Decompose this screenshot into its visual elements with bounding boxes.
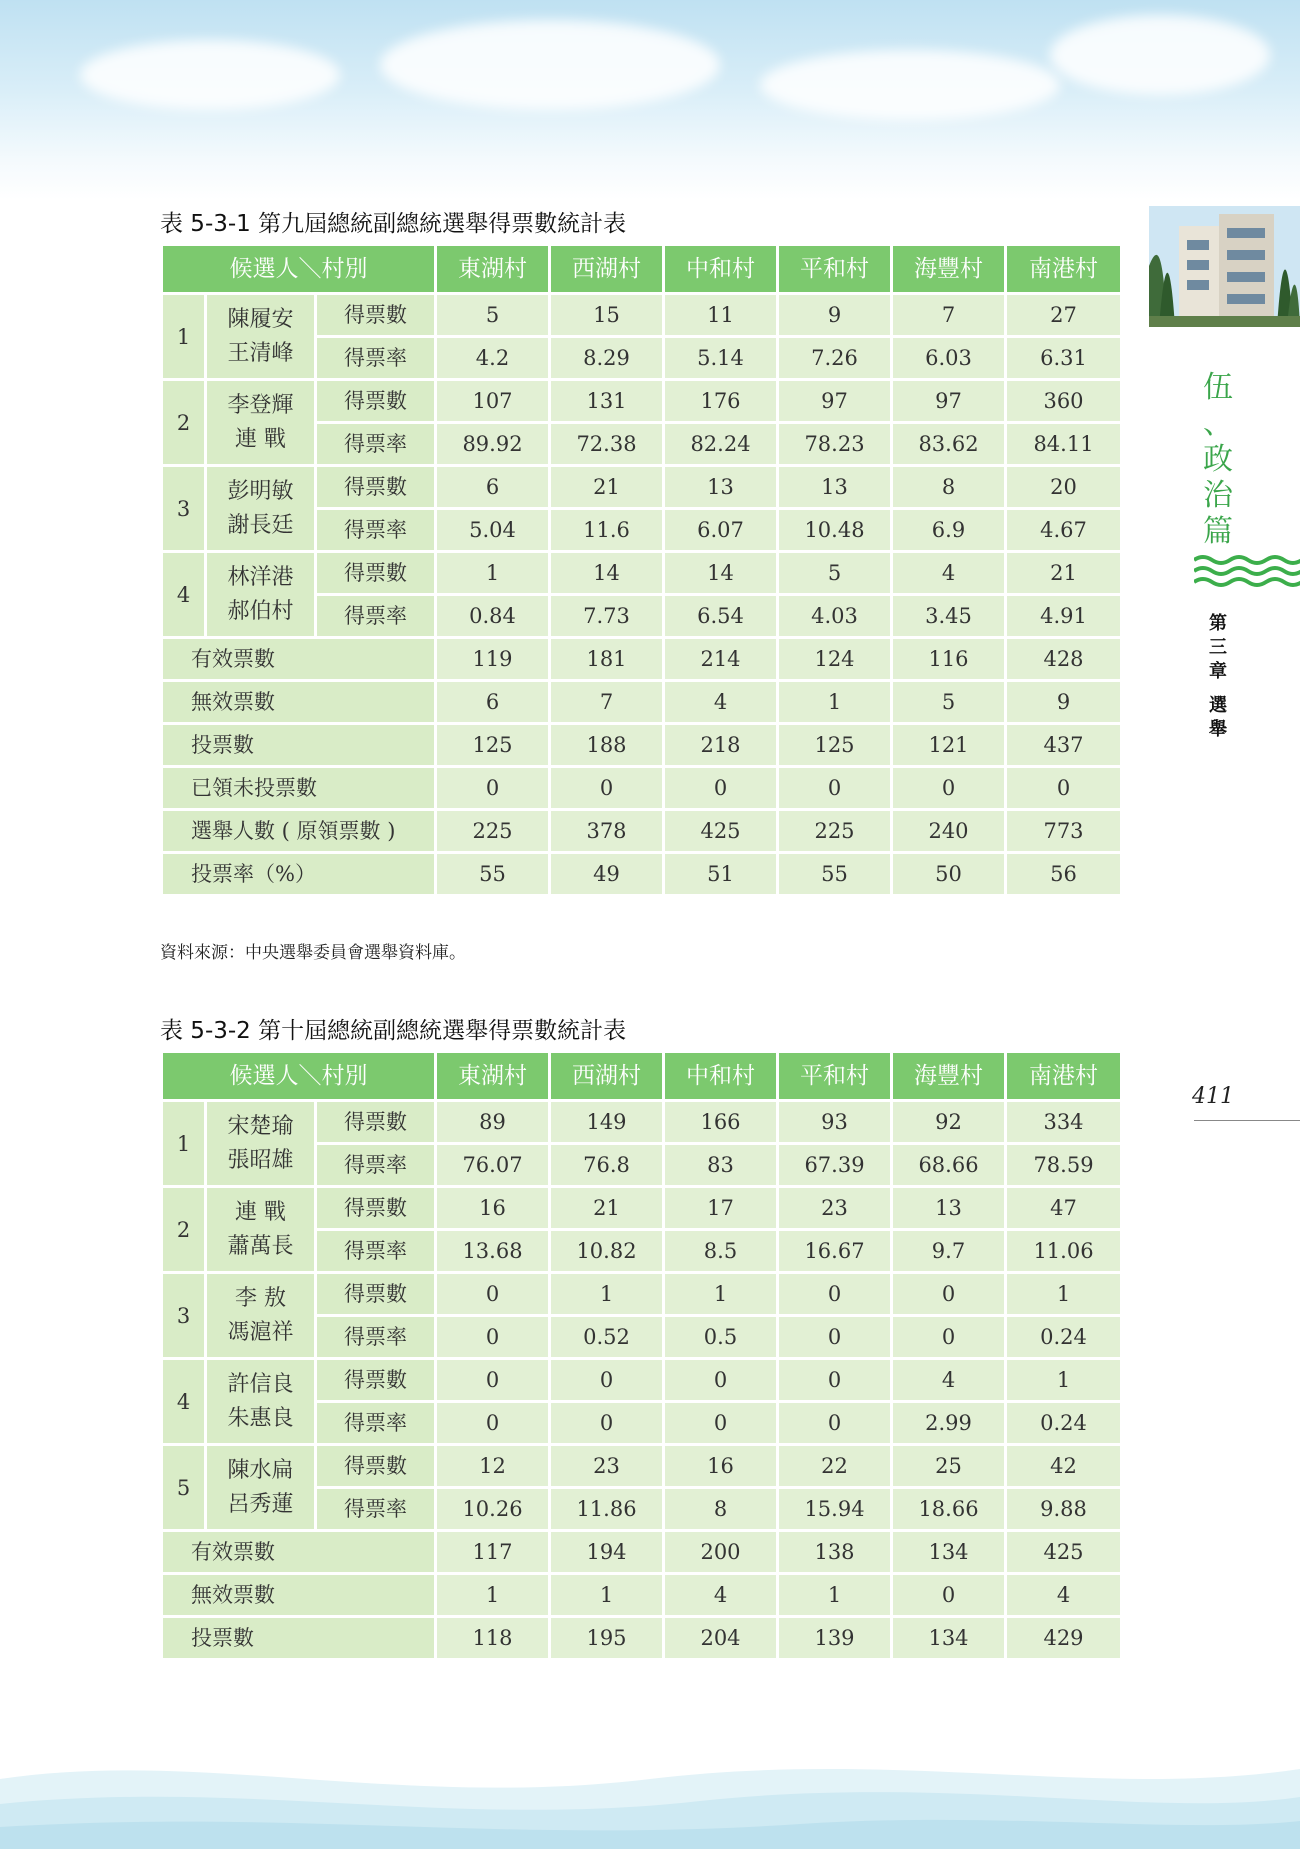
- candidate-name: 朱惠良: [227, 1405, 294, 1431]
- vote-rate-cell: 0: [550, 1402, 664, 1445]
- summary-value-cell: 240: [892, 810, 1006, 853]
- header-village: 東湖村: [436, 1052, 550, 1101]
- candidate-name: 李登輝: [227, 392, 294, 418]
- candidate-names: [206, 1445, 316, 1531]
- votes-label: 得票數: [316, 1101, 436, 1144]
- summary-value-cell: 425: [1006, 1531, 1122, 1574]
- vote-count-cell: 9: [778, 294, 892, 337]
- vote-count-cell: 22: [778, 1445, 892, 1488]
- summary-value-cell: 139: [778, 1617, 892, 1660]
- votes-label: 得票數: [316, 380, 436, 423]
- vote-rate-cell: 0.52: [550, 1316, 664, 1359]
- header-village: 東湖村: [436, 245, 550, 294]
- vote-rate-cell: 0: [778, 1402, 892, 1445]
- vote-rate-cell: 83.62: [892, 423, 1006, 466]
- summary-value-cell: 0: [778, 767, 892, 810]
- vote-rate-cell: 8: [664, 1488, 778, 1531]
- vote-rate-cell: 78.59: [1006, 1144, 1122, 1187]
- page-number-rule: [1194, 1120, 1300, 1121]
- rate-label: 得票率: [316, 1316, 436, 1359]
- header-village: 海豐村: [892, 245, 1006, 294]
- vote-rate-cell: 18.66: [892, 1488, 1006, 1531]
- summary-row: [162, 681, 1122, 724]
- chapter-label: [1200, 612, 1236, 742]
- vote-rate-cell: 11.06: [1006, 1230, 1122, 1273]
- vote-rate-cell: 4.03: [778, 595, 892, 638]
- vote-rate-cell: 0: [664, 1402, 778, 1445]
- summary-value-cell: 218: [664, 724, 778, 767]
- candidate-name: 宋楚瑜: [227, 1113, 294, 1139]
- vote-rate-cell: 13.68: [436, 1230, 550, 1273]
- vote-count-cell: 166: [664, 1101, 778, 1144]
- chapter-char: 章: [1209, 661, 1227, 682]
- summary-value-cell: 0: [892, 1574, 1006, 1617]
- candidate-names: [206, 294, 316, 380]
- candidate-votes-row: [162, 1445, 1122, 1488]
- vote-count-cell: 7: [892, 294, 1006, 337]
- summary-value-cell: 51: [664, 853, 778, 896]
- summary-value-cell: 4: [1006, 1574, 1122, 1617]
- vote-count-cell: 16: [664, 1445, 778, 1488]
- candidate-votes-row: [162, 466, 1122, 509]
- vote-rate-cell: 7.26: [778, 337, 892, 380]
- vote-rate-cell: 0: [778, 1316, 892, 1359]
- section-title-char: 伍: [1203, 370, 1233, 405]
- summary-value-cell: 119: [436, 638, 550, 681]
- candidate-number: 3: [162, 466, 206, 552]
- vote-count-cell: 1: [436, 552, 550, 595]
- summary-value-cell: 134: [892, 1617, 1006, 1660]
- candidate-names: [206, 1101, 316, 1187]
- header-village: 平和村: [778, 1052, 892, 1101]
- vote-count-cell: 0: [778, 1273, 892, 1316]
- vote-rate-cell: 0: [436, 1402, 550, 1445]
- summary-value-cell: 225: [778, 810, 892, 853]
- vote-count-cell: 176: [664, 380, 778, 423]
- source-note: 資料來源：中央選舉委員會選舉資料庫。: [160, 943, 466, 963]
- vote-count-cell: 20: [1006, 466, 1122, 509]
- summary-value-cell: 50: [892, 853, 1006, 896]
- summary-value-cell: 125: [778, 724, 892, 767]
- summary-value-cell: 4: [664, 681, 778, 724]
- candidate-votes-row: [162, 1101, 1122, 1144]
- vote-rate-cell: 0.24: [1006, 1316, 1122, 1359]
- summary-value-cell: 6: [436, 681, 550, 724]
- summary-value-cell: 5: [892, 681, 1006, 724]
- vote-count-cell: 1: [664, 1273, 778, 1316]
- vote-count-cell: 4: [892, 1359, 1006, 1402]
- vote-rate-cell: 6.9: [892, 509, 1006, 552]
- candidate-name: 王清峰: [227, 340, 294, 366]
- vote-count-cell: 8: [892, 466, 1006, 509]
- section-title: [1196, 370, 1240, 550]
- candidate-name: 蕭萬長: [227, 1233, 294, 1259]
- candidate-votes-row: [162, 294, 1122, 337]
- vote-rate-cell: 0.84: [436, 595, 550, 638]
- section-title-char: 政: [1203, 442, 1233, 477]
- candidate-number: 2: [162, 1187, 206, 1273]
- vote-count-cell: 131: [550, 380, 664, 423]
- vote-rate-cell: 5.04: [436, 509, 550, 552]
- vote-count-cell: 17: [664, 1187, 778, 1230]
- table-caption: 表 5-3-2 第十屆總統副總統選舉得票數統計表: [160, 1018, 627, 1044]
- header-village: 南港村: [1006, 1052, 1122, 1101]
- vote-count-cell: 360: [1006, 380, 1122, 423]
- wave-decoration: [0, 1739, 1300, 1849]
- vote-count-cell: 0: [664, 1359, 778, 1402]
- vote-count-cell: 11: [664, 294, 778, 337]
- summary-value-cell: 1: [778, 1574, 892, 1617]
- candidate-name: 連 戰: [235, 1199, 286, 1225]
- header-village: 中和村: [664, 245, 778, 294]
- vote-count-cell: 5: [778, 552, 892, 595]
- vote-rate-cell: 3.45: [892, 595, 1006, 638]
- building-photo: [1149, 206, 1300, 327]
- summary-row: [162, 1574, 1122, 1617]
- vote-rate-cell: 0.24: [1006, 1402, 1122, 1445]
- summary-value-cell: 194: [550, 1531, 664, 1574]
- vote-count-cell: 1: [550, 1273, 664, 1316]
- vote-rate-cell: 76.8: [550, 1144, 664, 1187]
- table-header-row: [162, 1052, 1122, 1101]
- rate-label: 得票率: [316, 1230, 436, 1273]
- candidate-name: 郝伯村: [227, 598, 294, 624]
- chapter-char: 選: [1209, 695, 1227, 716]
- candidate-names: [206, 1187, 316, 1273]
- rate-label: 得票率: [316, 1488, 436, 1531]
- summary-value-cell: 204: [664, 1617, 778, 1660]
- vote-count-cell: 0: [436, 1273, 550, 1316]
- candidate-number: 1: [162, 294, 206, 380]
- summary-value-cell: 138: [778, 1531, 892, 1574]
- summary-value-cell: 437: [1006, 724, 1122, 767]
- vote-rate-cell: 7.73: [550, 595, 664, 638]
- summary-value-cell: 9: [1006, 681, 1122, 724]
- candidate-number: 4: [162, 1359, 206, 1445]
- summary-value-cell: 428: [1006, 638, 1122, 681]
- summary-value-cell: 425: [664, 810, 778, 853]
- vote-count-cell: 47: [1006, 1187, 1122, 1230]
- vote-count-cell: 0: [892, 1273, 1006, 1316]
- vote-rate-cell: 9.88: [1006, 1488, 1122, 1531]
- summary-label: 選舉人數 ( 原領票數 ): [162, 810, 436, 853]
- candidate-number: 4: [162, 552, 206, 638]
- votes-label: 得票數: [316, 294, 436, 337]
- candidate-name: 李 敖: [235, 1285, 286, 1311]
- header-candidate-village: 候選人＼村別: [162, 1052, 436, 1101]
- rate-label: 得票率: [316, 1402, 436, 1445]
- vote-rate-cell: 11.86: [550, 1488, 664, 1531]
- table-caption: 表 5-3-1 第九屆總統副總統選舉得票數統計表: [160, 211, 627, 237]
- vote-count-cell: 6: [436, 466, 550, 509]
- candidate-names: [206, 1273, 316, 1359]
- summary-value-cell: 188: [550, 724, 664, 767]
- vote-count-cell: 107: [436, 380, 550, 423]
- section-title-char: 治: [1203, 478, 1233, 513]
- summary-row: [162, 810, 1122, 853]
- summary-value-cell: 55: [436, 853, 550, 896]
- vote-rate-cell: 6.31: [1006, 337, 1122, 380]
- summary-value-cell: 55: [778, 853, 892, 896]
- vote-count-cell: 23: [550, 1445, 664, 1488]
- vote-count-cell: 1: [1006, 1359, 1122, 1402]
- summary-row: [162, 1531, 1122, 1574]
- candidate-number: 3: [162, 1273, 206, 1359]
- section-title-char: 篇: [1203, 514, 1233, 549]
- summary-value-cell: 378: [550, 810, 664, 853]
- vote-count-cell: 13: [664, 466, 778, 509]
- vote-rate-cell: 10.48: [778, 509, 892, 552]
- summary-value-cell: 225: [436, 810, 550, 853]
- vote-count-cell: 12: [436, 1445, 550, 1488]
- summary-value-cell: 200: [664, 1531, 778, 1574]
- summary-value-cell: 0: [1006, 767, 1122, 810]
- summary-row: [162, 1617, 1122, 1660]
- summary-label: 已領未投票數: [162, 767, 436, 810]
- vote-count-cell: 21: [550, 1187, 664, 1230]
- summary-value-cell: 0: [892, 767, 1006, 810]
- candidate-number: 5: [162, 1445, 206, 1531]
- candidate-name: 彭明敏: [227, 478, 294, 504]
- votes-label: 得票數: [316, 1273, 436, 1316]
- vote-rate-cell: 68.66: [892, 1144, 1006, 1187]
- vote-count-cell: 14: [550, 552, 664, 595]
- summary-value-cell: 214: [664, 638, 778, 681]
- summary-value-cell: 429: [1006, 1617, 1122, 1660]
- vote-count-cell: 13: [892, 1187, 1006, 1230]
- vote-rate-cell: 76.07: [436, 1144, 550, 1187]
- header-village: 西湖村: [550, 245, 664, 294]
- candidate-number: 2: [162, 380, 206, 466]
- rate-label: 得票率: [316, 1144, 436, 1187]
- rate-label: 得票率: [316, 337, 436, 380]
- vote-rate-cell: 0: [436, 1316, 550, 1359]
- candidate-name: 連 戰: [235, 426, 286, 452]
- votes-label: 得票數: [316, 1187, 436, 1230]
- vote-rate-cell: 10.26: [436, 1488, 550, 1531]
- vote-rate-cell: 5.14: [664, 337, 778, 380]
- chapter-char: 三: [1209, 637, 1227, 658]
- votes-label: 得票數: [316, 1359, 436, 1402]
- vote-count-cell: 13: [778, 466, 892, 509]
- vote-rate-cell: 15.94: [778, 1488, 892, 1531]
- summary-label: 無效票數: [162, 1574, 436, 1617]
- votes-label: 得票數: [316, 1445, 436, 1488]
- summary-row: [162, 638, 1122, 681]
- header-candidate-village: 候選人＼村別: [162, 245, 436, 294]
- candidate-name: 陳水扁: [227, 1457, 294, 1483]
- rate-label: 得票率: [316, 423, 436, 466]
- candidate-votes-row: [162, 552, 1122, 595]
- summary-value-cell: 118: [436, 1617, 550, 1660]
- vote-count-cell: 0: [436, 1359, 550, 1402]
- vote-rate-cell: 0.5: [664, 1316, 778, 1359]
- summary-value-cell: 181: [550, 638, 664, 681]
- vote-count-cell: 42: [1006, 1445, 1122, 1488]
- summary-value-cell: 121: [892, 724, 1006, 767]
- vote-rate-cell: 16.67: [778, 1230, 892, 1273]
- candidate-name: 林洋港: [227, 564, 294, 590]
- sky-banner: [0, 0, 1300, 200]
- summary-value-cell: 125: [436, 724, 550, 767]
- header-village: 平和村: [778, 245, 892, 294]
- vote-count-cell: 0: [550, 1359, 664, 1402]
- vote-rate-cell: 6.54: [664, 595, 778, 638]
- vote-rate-cell: 67.39: [778, 1144, 892, 1187]
- candidate-names: [206, 552, 316, 638]
- candidate-name: 許信良: [227, 1371, 294, 1397]
- summary-row: [162, 724, 1122, 767]
- page-number: 411: [1192, 1084, 1234, 1109]
- vote-rate-cell: 4.91: [1006, 595, 1122, 638]
- summary-value-cell: 134: [892, 1531, 1006, 1574]
- summary-value-cell: 773: [1006, 810, 1122, 853]
- candidate-name: 謝長廷: [227, 512, 294, 538]
- summary-value-cell: 195: [550, 1617, 664, 1660]
- vote-rate-cell: 6.07: [664, 509, 778, 552]
- vote-rate-cell: 4.2: [436, 337, 550, 380]
- vote-count-cell: 21: [550, 466, 664, 509]
- vote-count-cell: 92: [892, 1101, 1006, 1144]
- vote-count-cell: 15: [550, 294, 664, 337]
- candidate-votes-row: [162, 1359, 1122, 1402]
- chapter-char: 舉: [1209, 719, 1227, 740]
- vote-rate-cell: 83: [664, 1144, 778, 1187]
- vote-rate-cell: 8.29: [550, 337, 664, 380]
- vote-count-cell: 334: [1006, 1101, 1122, 1144]
- vote-count-cell: 89: [436, 1101, 550, 1144]
- header-village: 西湖村: [550, 1052, 664, 1101]
- candidate-votes-row: [162, 1187, 1122, 1230]
- summary-value-cell: 124: [778, 638, 892, 681]
- summary-label: 無效票數: [162, 681, 436, 724]
- table-header-row: [162, 245, 1122, 294]
- chapter-spacer: [1200, 684, 1236, 694]
- summary-value-cell: 1: [550, 1574, 664, 1617]
- summary-label: 投票數: [162, 1617, 436, 1660]
- vote-count-cell: 16: [436, 1187, 550, 1230]
- header-village: 海豐村: [892, 1052, 1006, 1101]
- vote-count-cell: 0: [778, 1359, 892, 1402]
- vote-rate-cell: 6.03: [892, 337, 1006, 380]
- vote-count-cell: 5: [436, 294, 550, 337]
- vote-count-cell: 97: [892, 380, 1006, 423]
- summary-value-cell: 56: [1006, 853, 1122, 896]
- summary-value-cell: 0: [550, 767, 664, 810]
- vote-count-cell: 25: [892, 1445, 1006, 1488]
- candidate-names: [206, 466, 316, 552]
- candidate-name: 馮滬祥: [227, 1319, 294, 1345]
- vote-count-cell: 97: [778, 380, 892, 423]
- summary-value-cell: 1: [436, 1574, 550, 1617]
- vote-rate-cell: 89.92: [436, 423, 550, 466]
- vote-rate-cell: 82.24: [664, 423, 778, 466]
- chapter-char: 第: [1209, 613, 1227, 634]
- candidate-names: [206, 380, 316, 466]
- votes-label: 得票數: [316, 466, 436, 509]
- rate-label: 得票率: [316, 595, 436, 638]
- vote-count-cell: 1: [1006, 1273, 1122, 1316]
- rate-label: 得票率: [316, 509, 436, 552]
- vote-count-cell: 23: [778, 1187, 892, 1230]
- summary-value-cell: 4: [664, 1574, 778, 1617]
- vote-rate-cell: 78.23: [778, 423, 892, 466]
- vote-rate-cell: 4.67: [1006, 509, 1122, 552]
- summary-value-cell: 117: [436, 1531, 550, 1574]
- summary-row: [162, 853, 1122, 896]
- candidate-name: 張昭雄: [227, 1147, 294, 1173]
- candidate-name: 陳履安: [227, 306, 294, 332]
- header-village: 南港村: [1006, 245, 1122, 294]
- candidate-name: 呂秀蓮: [227, 1491, 294, 1517]
- summary-label: 投票率（%）: [162, 853, 436, 896]
- vote-count-cell: 93: [778, 1101, 892, 1144]
- vote-table-9th: [160, 243, 1123, 897]
- summary-value-cell: 7: [550, 681, 664, 724]
- vote-rate-cell: 84.11: [1006, 423, 1122, 466]
- vote-table-10th: [160, 1050, 1123, 1661]
- vote-count-cell: 4: [892, 552, 1006, 595]
- summary-value-cell: 0: [664, 767, 778, 810]
- summary-value-cell: 116: [892, 638, 1006, 681]
- vote-rate-cell: 2.99: [892, 1402, 1006, 1445]
- summary-value-cell: 1: [778, 681, 892, 724]
- vote-rate-cell: 8.5: [664, 1230, 778, 1273]
- vote-count-cell: 149: [550, 1101, 664, 1144]
- candidate-votes-row: [162, 380, 1122, 423]
- summary-label: 投票數: [162, 724, 436, 767]
- summary-label: 有效票數: [162, 638, 436, 681]
- vote-rate-cell: 11.6: [550, 509, 664, 552]
- vote-count-cell: 27: [1006, 294, 1122, 337]
- section-title-char: 、: [1203, 406, 1233, 441]
- vote-rate-cell: 0: [892, 1316, 1006, 1359]
- vote-rate-cell: 72.38: [550, 423, 664, 466]
- vote-count-cell: 21: [1006, 552, 1122, 595]
- candidate-names: [206, 1359, 316, 1445]
- candidate-votes-row: [162, 1273, 1122, 1316]
- votes-label: 得票數: [316, 552, 436, 595]
- summary-value-cell: 49: [550, 853, 664, 896]
- candidate-number: 1: [162, 1101, 206, 1187]
- summary-row: [162, 767, 1122, 810]
- vote-count-cell: 14: [664, 552, 778, 595]
- vote-rate-cell: 10.82: [550, 1230, 664, 1273]
- summary-value-cell: 0: [436, 767, 550, 810]
- wave-mark-icon: [1194, 554, 1300, 588]
- header-village: 中和村: [664, 1052, 778, 1101]
- summary-label: 有效票數: [162, 1531, 436, 1574]
- vote-rate-cell: 9.7: [892, 1230, 1006, 1273]
